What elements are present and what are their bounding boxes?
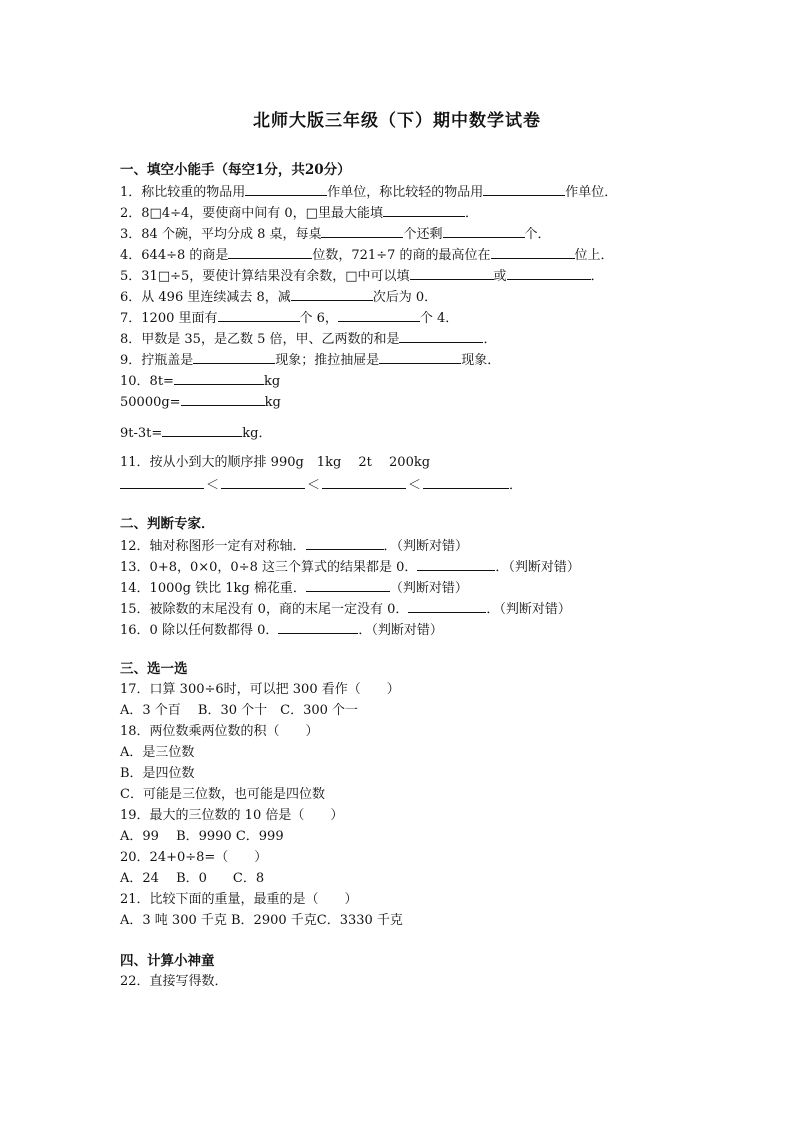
answer-blank[interactable] <box>174 372 264 385</box>
question-14: 14．1000g 铁比 1kg 棉花重． （判断对错） <box>120 581 468 596</box>
answer-blank[interactable] <box>507 267 591 280</box>
answer-blank[interactable] <box>221 476 305 489</box>
question-12: 12．轴对称图形一定有对称轴． ．（判断对错） <box>120 539 469 554</box>
page-title: 北师大版三年级（下）期中数学试卷 <box>253 111 541 131</box>
question-1: 1．称比较重的物品用 作单位，称比较轻的物品用 作单位． <box>120 185 618 200</box>
answer-blank[interactable] <box>291 288 373 301</box>
question-17: 17．口算 300÷6时，可以把 300 看作（ ） <box>120 682 400 697</box>
question-17-options: A．3 个百 B．30 个十 C．300 个一 <box>120 703 359 718</box>
question-10-line-3: 9t-3t= kg． <box>120 426 272 441</box>
question-18-option-a: A．是三位数 <box>120 745 195 760</box>
answer-blank[interactable] <box>483 183 565 196</box>
section-4-heading: 四、计算小神童 <box>120 953 215 969</box>
question-21: 21．比较下面的重量，最重的是（ ） <box>120 892 358 907</box>
answer-blank[interactable] <box>306 537 384 550</box>
answer-blank[interactable] <box>379 351 461 364</box>
question-11-order-blanks: ＜ ＜ ＜ ． <box>120 476 522 494</box>
question-3: 3．84 个碗，平均分成 8 桌，每桌 个还剩 个． <box>120 227 551 242</box>
question-11: 11．按从小到大的顺序排 990g 1kg 2t 200kg <box>120 455 431 470</box>
question-10-line-1: 10．8t= kg <box>120 374 281 389</box>
question-7: 7．1200 里面有 个 6， 个 4． <box>120 311 459 326</box>
answer-blank[interactable] <box>306 579 390 592</box>
question-10-line-2: 50000g= kg <box>120 395 281 410</box>
answer-blank[interactable] <box>410 267 494 280</box>
question-21-options: A．3 吨 300 千克 B．2900 千克C．3330 千克 <box>120 913 403 928</box>
question-19-options: A．99 B．9990 C．999 <box>120 829 284 844</box>
answer-blank[interactable] <box>245 183 327 196</box>
question-9: 9．拧瓶盖是 现象；推拉抽屉是 现象． <box>120 353 501 368</box>
answer-blank[interactable] <box>162 424 242 437</box>
answer-blank[interactable] <box>193 351 275 364</box>
answer-blank[interactable] <box>322 476 406 489</box>
question-8: 8．甲数是 35，是乙数 5 倍，甲、乙两数的和是 ． <box>120 332 497 347</box>
answer-blank[interactable] <box>278 621 358 634</box>
question-18-option-b: B．是四位数 <box>120 766 195 781</box>
question-18: 18．两位数乘两位数的积（ ） <box>120 724 319 739</box>
section-3-heading: 三、选一选 <box>120 661 188 677</box>
answer-blank[interactable] <box>408 600 486 613</box>
answer-blank[interactable] <box>181 393 265 406</box>
question-20-options: A．24 B．0 C．8 <box>120 871 265 886</box>
question-4: 4．644÷8 的商是 位数，721÷7 的商的最高位在 位上． <box>120 248 614 263</box>
question-2: 2．8□4÷4，要使商中间有 0，□里最大能填 ． <box>120 206 478 221</box>
section-2-heading: 二、判断专家． <box>120 516 215 532</box>
answer-blank[interactable] <box>120 476 204 489</box>
question-18-option-c: C．可能是三位数，也可能是四位数 <box>120 787 325 802</box>
answer-blank[interactable] <box>417 558 495 571</box>
question-16: 16．0 除以任何数都得 0． ．（判断对错） <box>120 623 443 638</box>
question-5: 5．31□÷5，要使计算结果没有余数，□中可以填 或 ． <box>120 269 604 284</box>
answer-blank[interactable] <box>491 246 575 259</box>
answer-blank[interactable] <box>443 225 525 238</box>
answer-blank[interactable] <box>218 309 300 322</box>
question-22: 22．直接写得数． <box>120 974 228 989</box>
question-13: 13．0+8，0×0，0÷8 这三个算式的结果都是 0． ．（判断对错） <box>120 560 580 575</box>
answer-blank[interactable] <box>321 225 403 238</box>
answer-blank[interactable] <box>228 246 312 259</box>
section-1-heading: 一、填空小能手（每空1分，共20分） <box>120 162 351 178</box>
question-6: 6．从 496 里连续减去 8，减 次后为 0． <box>120 290 438 305</box>
answer-blank[interactable] <box>338 309 420 322</box>
answer-blank[interactable] <box>383 204 465 217</box>
answer-blank[interactable] <box>399 330 483 343</box>
question-15: 15．被除数的末尾没有 0，商的末尾一定没有 0． ．（判断对错） <box>120 602 571 617</box>
answer-blank[interactable] <box>423 476 509 489</box>
question-19: 19．最大的三位数的 10 倍是（ ） <box>120 808 344 823</box>
question-20: 20．24+0÷8=（ ） <box>120 850 268 865</box>
